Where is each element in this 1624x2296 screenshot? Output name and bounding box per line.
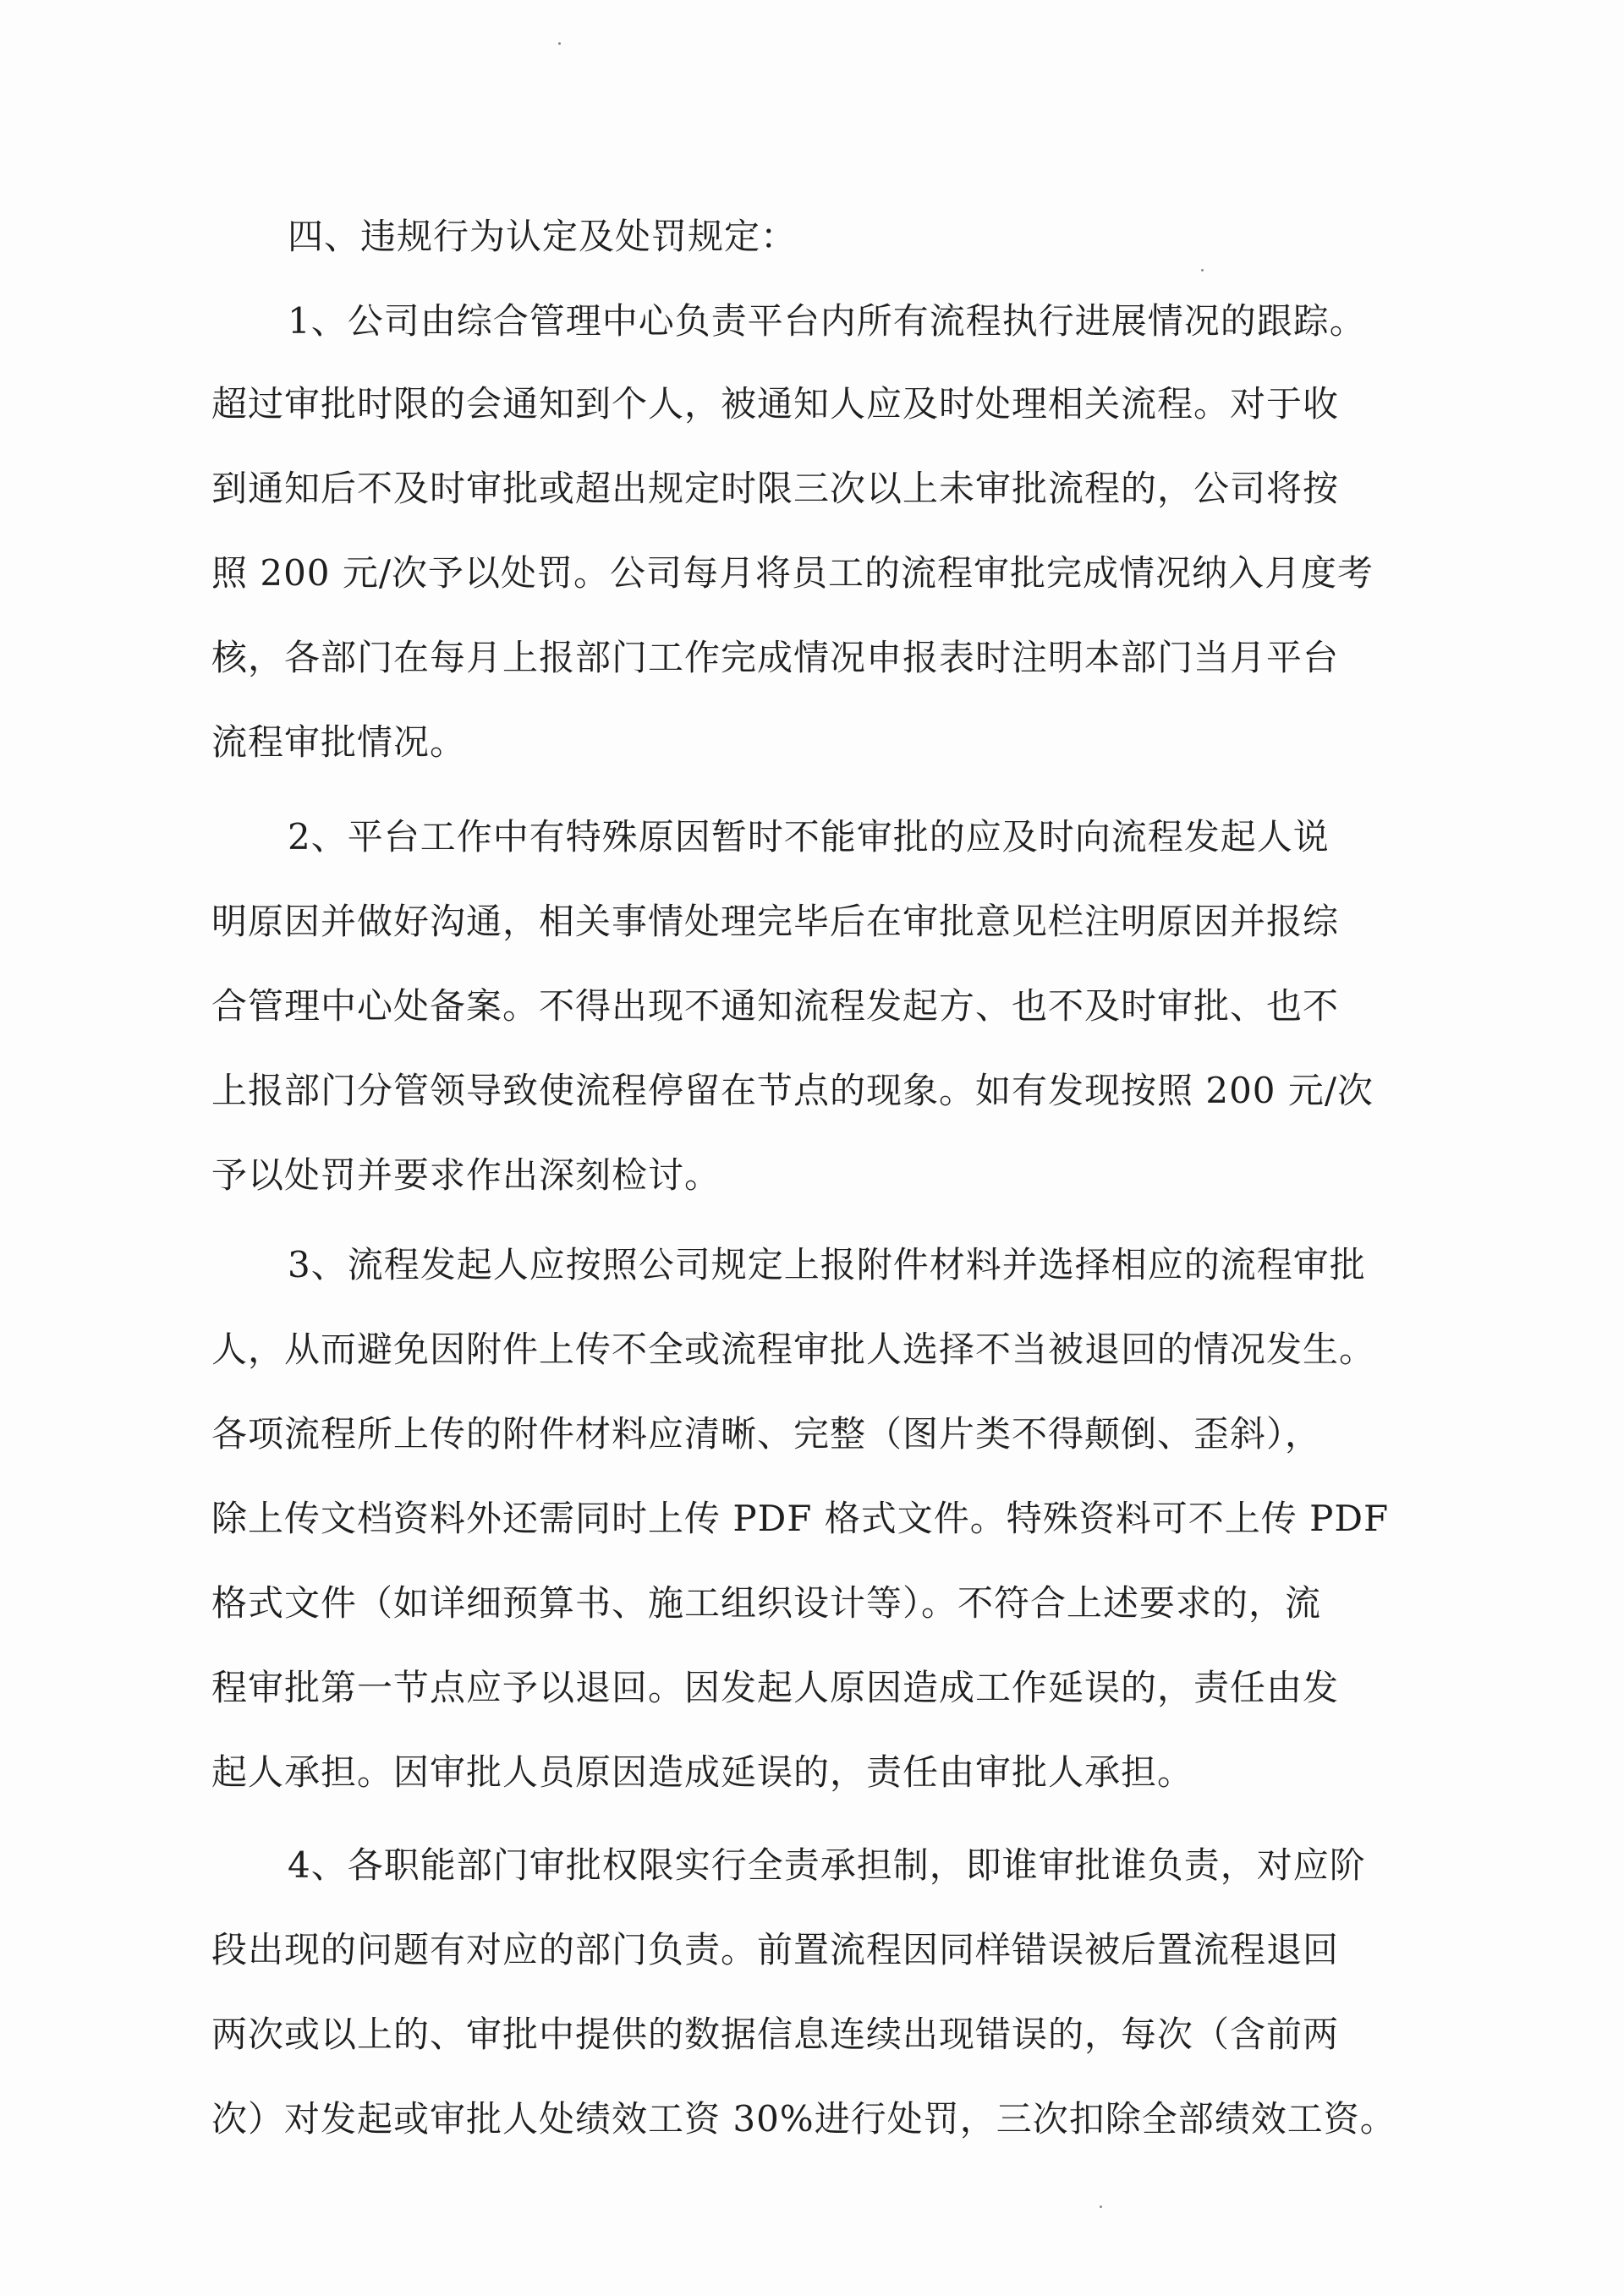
- paragraph-3-line-2: 人，从而避免因附件上传不全或流程审批人选择不当被退回的情况发生。: [211, 1329, 1376, 1370]
- paragraph-3-line-4: 除上传文档资料外还需同时上传 PDF 格式文件。特殊资料可不上传 PDF: [211, 1498, 1390, 1539]
- paragraph-1-line-1: 1、公司由综合管理中心负责平台内所有流程执行进展情况的跟踪。: [288, 300, 1366, 342]
- paragraph-3-line-1: 3、流程发起人应按照公司规定上报附件材料并选择相应的流程审批: [288, 1244, 1366, 1285]
- paragraph-4-line-2: 段出现的问题有对应的部门负责。前置流程因同样错误被后置流程退回: [211, 1929, 1340, 1970]
- section-heading: 四、违规行为认定及处罚规定：: [288, 216, 798, 257]
- paragraph-2-line-4: 上报部门分管领导致使流程停留在节点的现象。如有发现按照 200 元/次: [211, 1070, 1374, 1111]
- paragraph-4-line-1: 4、各职能部门审批权限实行全责承担制，即谁审批谁负责，对应阶: [288, 1844, 1366, 1886]
- paragraph-3-line-7: 起人承担。因审批人员原因造成延误的，责任由审批人承担。: [211, 1751, 1194, 1793]
- paragraph-3-line-5: 格式文件（如详细预算书、施工组织设计等）。不符合上述要求的，流: [211, 1582, 1322, 1624]
- paragraph-4-line-3: 两次或以上的、审批中提供的数据信息连续出现错误的，每次（含前两: [211, 2014, 1340, 2055]
- paragraph-3-line-3: 各项流程所上传的附件材料应清晰、完整（图片类不得颠倒、歪斜），: [211, 1413, 1322, 1455]
- paragraph-2-line-1: 2、平台工作中有特殊原因暂时不能审批的应及时向流程发起人说: [288, 816, 1330, 858]
- paragraph-1-line-5: 核，各部门在每月上报部门工作完成情况申报表时注明本部门当月平台: [211, 637, 1340, 678]
- paragraph-4-line-4: 次）对发起或审批人处绩效工资 30%进行处罚，三次扣除全部绩效工资。: [211, 2098, 1396, 2140]
- paragraph-1-line-6: 流程审批情况。: [211, 721, 467, 763]
- paragraph-2-line-5: 予以处罚并要求作出深刻检讨。: [211, 1154, 721, 1196]
- paragraph-1-line-3: 到通知后不及时审批或超出规定时限三次以上未审批流程的，公司将按: [211, 468, 1340, 509]
- scan-speck: [1100, 2206, 1102, 2208]
- paragraph-3-line-6: 程审批第一节点应予以退回。因发起人原因造成工作延误的，责任由发: [211, 1667, 1340, 1708]
- scan-speck: [1201, 269, 1204, 271]
- paragraph-1-line-4: 照 200 元/次予以处罚。公司每月将员工的流程审批完成情况纳入月度考: [211, 552, 1374, 594]
- scan-speck: [558, 42, 561, 45]
- paragraph-1-line-2: 超过审批时限的会通知到个人，被通知人应及时处理相关流程。对于收: [211, 383, 1340, 425]
- paragraph-2-line-2: 明原因并做好沟通，相关事情处理完毕后在审批意见栏注明原因并报综: [211, 901, 1340, 942]
- paragraph-2-line-3: 合管理中心处备案。不得出现不通知流程发起方、也不及时审批、也不: [211, 985, 1340, 1027]
